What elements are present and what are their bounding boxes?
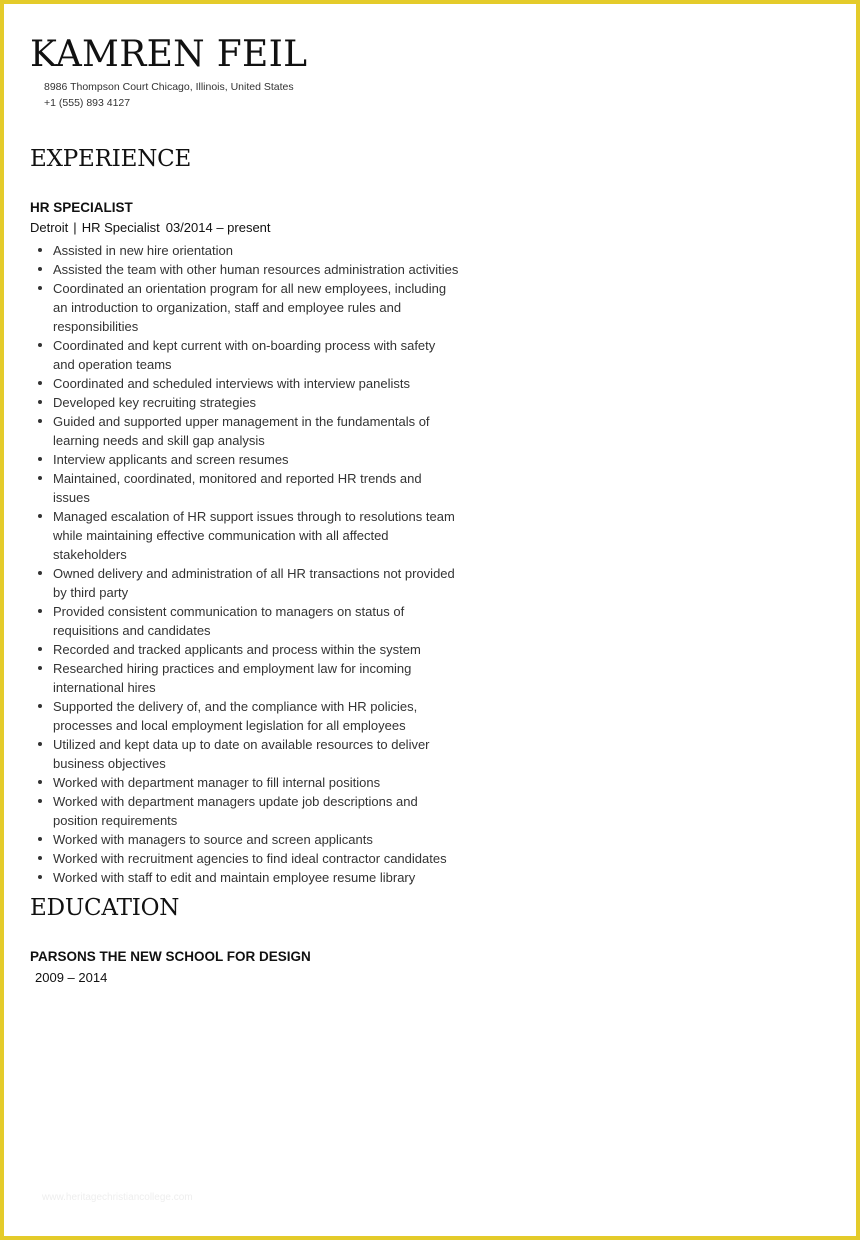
experience-bullet: Worked with department manager to fill internal positions: [53, 773, 460, 792]
experience-bullet: Interview applicants and screen resumes: [53, 450, 460, 469]
watermark: www.heritagechristiancollege.com: [42, 1192, 193, 1203]
experience-bullet: Guided and supported upper management in the fundamentals of learning needs and skill gap analysis: [53, 412, 460, 450]
experience-bullet: Maintained, coordinated, monitored and reported HR trends and issues: [53, 469, 460, 507]
experience-bullet: Assisted the team with other human resources administration activities: [53, 262, 459, 277]
experience-bullet: Owned delivery and administration of all HR transactions not provided by third party: [53, 564, 460, 602]
experience-bullet: Worked with recruitment agencies to find ideal contractor candidates: [53, 849, 460, 868]
experience-bullet: Utilized and kept data up to date on available resources to deliver business objectives: [53, 735, 460, 773]
job-role: HR Specialist: [81, 220, 160, 235]
experience-bullet: Worked with staff to edit and maintain employee resume library: [53, 868, 460, 887]
candidate-name: KAMREN FEIL: [30, 34, 308, 75]
experience-bullet: Coordinated and scheduled interviews with interview panelists: [53, 374, 460, 393]
experience-bullet: Recorded and tracked applicants and process within the system: [53, 640, 460, 659]
experience-bullet: Researched hiring practices and employment law for incoming international hires: [53, 659, 460, 697]
contact-address: 8986 Thompson Court Chicago, Illinois, United States: [44, 81, 294, 93]
experience-bullet: Worked with managers to source and screen applicants: [53, 830, 460, 849]
experience-bullet: Assisted in new hire orientation: [53, 241, 460, 260]
contact-block: [44, 79, 294, 111]
job-title: HR SPECIALIST: [30, 200, 133, 215]
education-heading: EDUCATION: [30, 895, 180, 921]
experience-bullet: Coordinated and kept current with on-boarding process with safety and operation teams: [53, 336, 460, 374]
school-name: PARSONS THE NEW SCHOOL FOR DESIGN: [30, 949, 311, 964]
experience-bullet-list: [30, 241, 460, 887]
experience-bullet: Coordinated an orientation program for all new employees, including an introduction to organization, staff and employee rules and responsibilities: [53, 279, 460, 336]
experience-bullet: Managed escalation of HR support issues through to resolutions team while maintaining effective communication with all affected stakeholders: [53, 507, 460, 564]
job-dates: 03/2014 – present: [165, 220, 271, 235]
job-meta-separator: |: [73, 220, 77, 235]
experience-bullet: Developed key recruiting strategies: [53, 393, 460, 412]
experience-bullet: Provided consistent communication to managers on status of requisitions and candidates: [53, 602, 460, 640]
job-meta: [30, 220, 271, 235]
experience-bullet: Worked with department managers update job descriptions and position requirements: [53, 792, 460, 830]
experience-heading: EXPERIENCE: [30, 146, 192, 172]
job-location: Detroit: [30, 220, 69, 235]
experience-bullet: Supported the delivery of, and the compliance with HR policies, processes and local employment legislation for all employees: [53, 697, 460, 735]
contact-phone: +1 (555) 893 4127: [44, 97, 131, 109]
education-dates: 2009 – 2014: [35, 970, 108, 985]
